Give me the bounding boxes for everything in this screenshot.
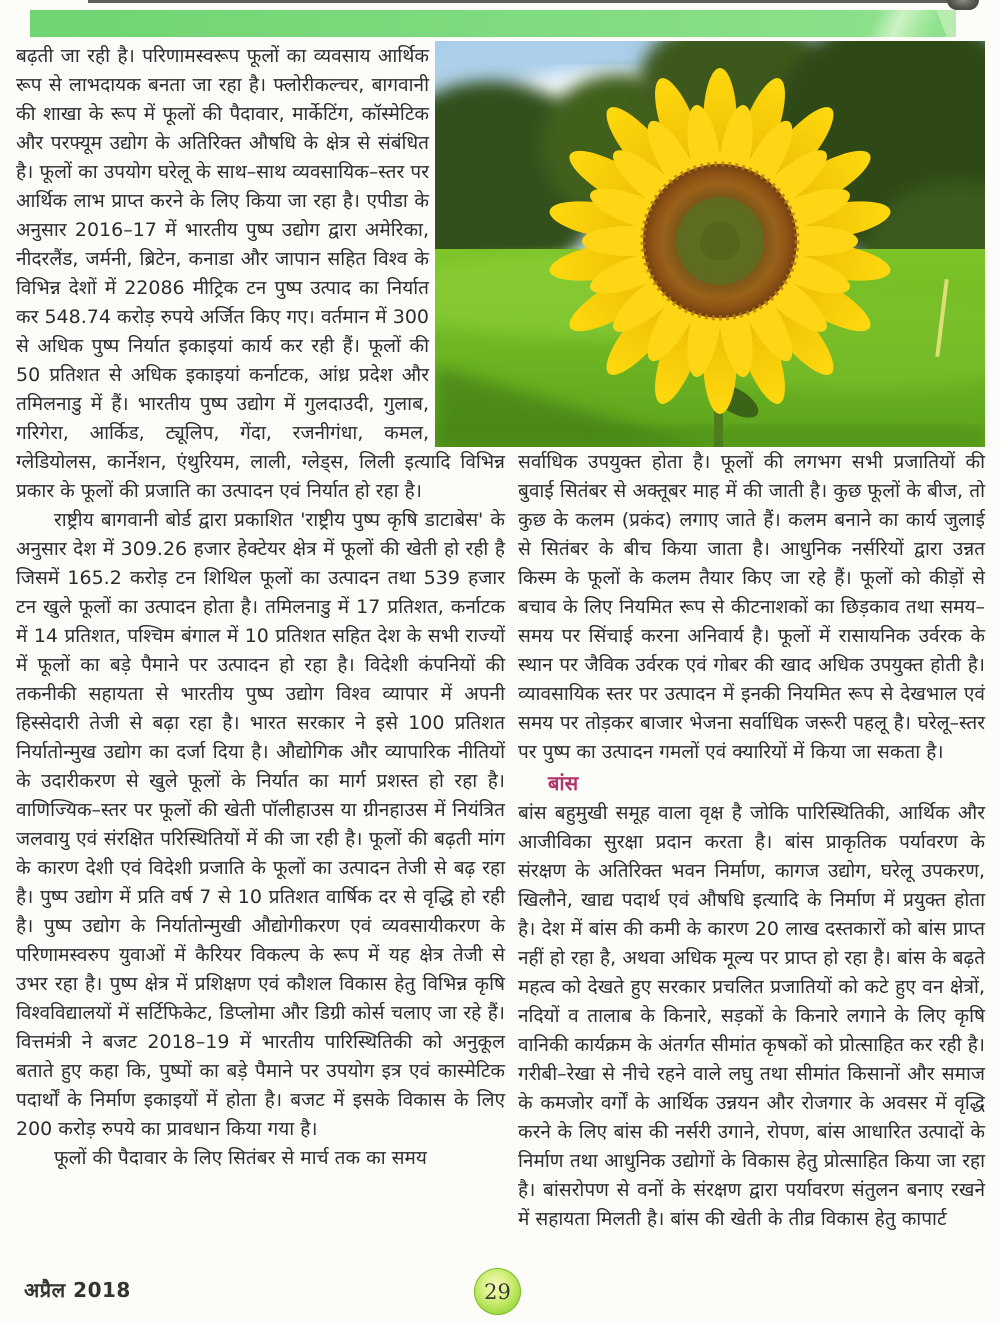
photo-spacer [429,42,505,448]
left-col-para-3: फूलों की पैदावार के लिए सितंबर से मार्च तक का समय [54,1147,427,1169]
page-top-edge [88,0,978,3]
corner-emblem-icon [947,0,979,10]
sunflower-photo [435,41,985,447]
right-col-para-1: सर्वाधिक उपयुक्त होता है। फूलों की लगभग सभी प्रजातियों की बुवाई सितंबर से अक्तूबर माह में की जाती है। कुछ फूलों के बीज, तो कुछ के कलम (प्रकंद) लगाए जाते हैं। कलम बनाने का कार्य जुलाई से सितंबर के बीच किया जाता है। आधुनिक नर्सरियों द्वारा उन्नत किस्म के फूलों के कलम तैयार किए जा रहे हैं। फूलों को कीड़ों से बचाव के लिए नियमित रूप से कीटनाशकों का छिड़काव तथा समय–समय पर सिंचाई करना अनिवार्य है। फूलों में रासायनिक उर्वरक के स्थान पर जैविक उर्वरक एवं गोबर की खाद अधिक उपयुक्त होती है। व्यावसायिक स्तर पर उत्पादन में इनकी नियमित रूप से देखभाल एवं समय पर तोड़कर बाजार भेजना सर्वाधिक जरूरी पहलू है। घरेलू–स्तर पर पुष्प का उत्पादन गमलों एवं क्यारियों में किया जा सकता है। [518,451,985,763]
left-column [16,42,505,1173]
right-col-para-2: बांस बहुमुखी समूह वाला वृक्ष है जोकि पारिस्थितिकी, आर्थिक और आजीविका सुरक्षा प्रदान करता है। बांस प्राकृतिक पर्यावरण के संरक्षण के अतिरिक्त भवन निर्माण, कागज उद्योग, घरेलू उपकरण, खिलौने, खाद्य पदार्थ एवं औषधि इत्यादि के निर्माण में प्रयुक्त होता है। देश में बांस की कमी के कारण 20 लाख दस्तकारों को बांस प्राप्त नहीं हो रहा है, अथवा अधिक मूल्य पर प्राप्त हो रहा है। बांस के बढ़ते महत्व को देखते हुए सरकार प्रचलित प्रजातियों को कटे हुए वन क्षेत्रों, नदियों व तालाब के किनारे, सड़कों के किनारे लगाने के लिए कृषि वानिकी कार्यक्रम के अंतर्गत सीमांत कृषकों को प्रोत्साहित कर रही है। गरीबी–रेखा से नीचे रहने वाले लघु तथा सीमांत किसानों और समाज के कमजोर वर्गों के आर्थिक उन्नयन और रोजगार के अवसर में वृद्धि करने के लिए बांस की नर्सरी उगाने, रोपण, बांस आधारित उत्पादों के निर्माण तथा आधुनिक उद्योगों के विकास हेतु प्रोत्साहित किया जा रहा है। बांसरोपण से वनों के संरक्षण द्वारा पर्यावरण संतुलन बनाए रखने में सहायता मिलती है। बांस की खेती के तीव्र विकास हेतु कापार्ट [518,802,985,1230]
footer-issue-date: अप्रैल 2018 [24,1278,131,1302]
sunflower-photo-art [435,41,985,447]
page-number-badge [474,1268,521,1315]
bamboo-section-heading: बांस [548,771,579,795]
left-col-para-2: राष्ट्रीय बागवानी बोर्ड द्वारा प्रकाशित 'राष्ट्रीय पुष्प कृषि डाटाबेस' के अनुसार देश में 309.26 हजार हेक्टेयर क्षेत्र में फूलों की खेती हो रही है जिसमें 165.2 करोड़ टन शिथिल फूलों का उत्पादन तथा 539 हजार टन खुले फूलों का उत्पादन होता है। तमिलनाडु में 17 प्रतिशत, कर्नाटक में 14 प्रतिशत, पश्चिम बंगाल में 10 प्रतिशत सहित देश के सभी राज्यों में फूलों का बड़े पैमाने पर उत्पादन हो रहा है। विदेशी कंपनियों की तकनीकी सहायता से भारतीय पुष्प उद्योग विश्व व्यापार में अपनी हिस्सेदारी तेजी से बढ़ा रहा है। भारत सरकार ने इसे 100 प्रतिशत निर्यातोन्मुख उद्योग का दर्जा दिया है। औद्योगिक और व्यापारिक नीतियों के उदारीकरण से खुले फूलों के निर्यात का मार्ग प्रशस्त हो रहा है। वाणिज्यिक–स्तर पर फूलों की खेती पॉलीहाउस या ग्रीनहाउस में नियंत्रित जलवायु एवं संरक्षित परिस्थितियों में की जा रही है। फूलों की बढ़ती मांग के कारण देशी एवं विदेशी प्रजाति के फूलों का उत्पादन तेजी से बढ़ रहा है। पुष्प उद्योग में प्रति वर्ष 7 से 10 प्रतिशत वार्षिक दर से वृद्धि हो रही है। पुष्प उद्योग के निर्यातोन्मुखी औद्योगीकरण एवं व्यवसायीकरण के परिणामस्वरुप युवाओं में कैरियर विकल्प के रूप में यह क्षेत्र तेजी से उभर रहा है। पुष्प क्षेत्र में प्रशिक्षण एवं कौशल विकास हेतु विभिन्न कृषि विश्वविद्यालयों में सर्टिफिकेट, डिप्लोमा और डिग्री कोर्स चलाए जा रहे हैं। वित्तमंत्री ने बजट 2018–19 में भारतीय पारिस्थितिकी को अनुकूल बताते हुए कहा कि, पुष्पों का बड़े पैमाने पर उपयोग इत्र एवं कास्मेटिक पदार्थों के निर्माण इकाइयों में होता है। बजट में इसके विकास के लिए 200 करोड़ रुपये का प्रावधान किया गया है। [16,509,505,1140]
page-number: 29 [484,1279,511,1304]
right-column [518,448,985,1234]
header-green-bar [30,10,956,37]
left-col-para-1: बढ़ती जा रही है। परिणामस्वरूप फूलों का व्यवसाय आर्थिक रूप से लाभदायक बनता जा रहा है। फ्लोरीकल्चर, बागवानी की शाखा के रूप में फूलों की पैदावार, मार्केटिंग, कॉस्मेटिक और परफ्यूम उद्योग के अतिरिक्त औषधि के क्षेत्र से संबंधित है। फूलों का उपयोग घरेलू के साथ–साथ व्यवसायिक–स्तर पर आर्थिक लाभ प्राप्त करने के लिए किया जा रहा है। एपीडा के अनुसार 2016–17 में भारतीय पुष्प उद्योग द्वारा अमेरिका, नीदरलैंड, जर्मनी, ब्रिटेन, कनाडा और जापान सहित विश्व के विभिन्न देशों में 22086 मीट्रिक टन पुष्प उत्पाद का निर्यात कर 548.74 करोड़ रुपये अर्जित किए गए। वर्तमान में 300 से अधिक पुष्प निर्यात इकाइयां कार्य कर रही हैं। फूलों की 50 प्रतिशत से अधिक इकाइयां कर्नाटक, आंध्र प्रदेश और तमिलनाडु में हैं। भारतीय पुष्प उद्योग में गुलदाउदी, गुलाब, गरिगेरा, आर्किड, ट्यूलिप, गेंदा, रजनीगंधा, कमल, ग्लेडियोलस, कार्नेशन, एंथुरियम, लाली, ग्लेड्स, लिली इत्यादि विभिन्न प्रकार के फूलों की प्रजाति का उत्पादन एवं निर्यात हो रहा है। [16,45,505,502]
